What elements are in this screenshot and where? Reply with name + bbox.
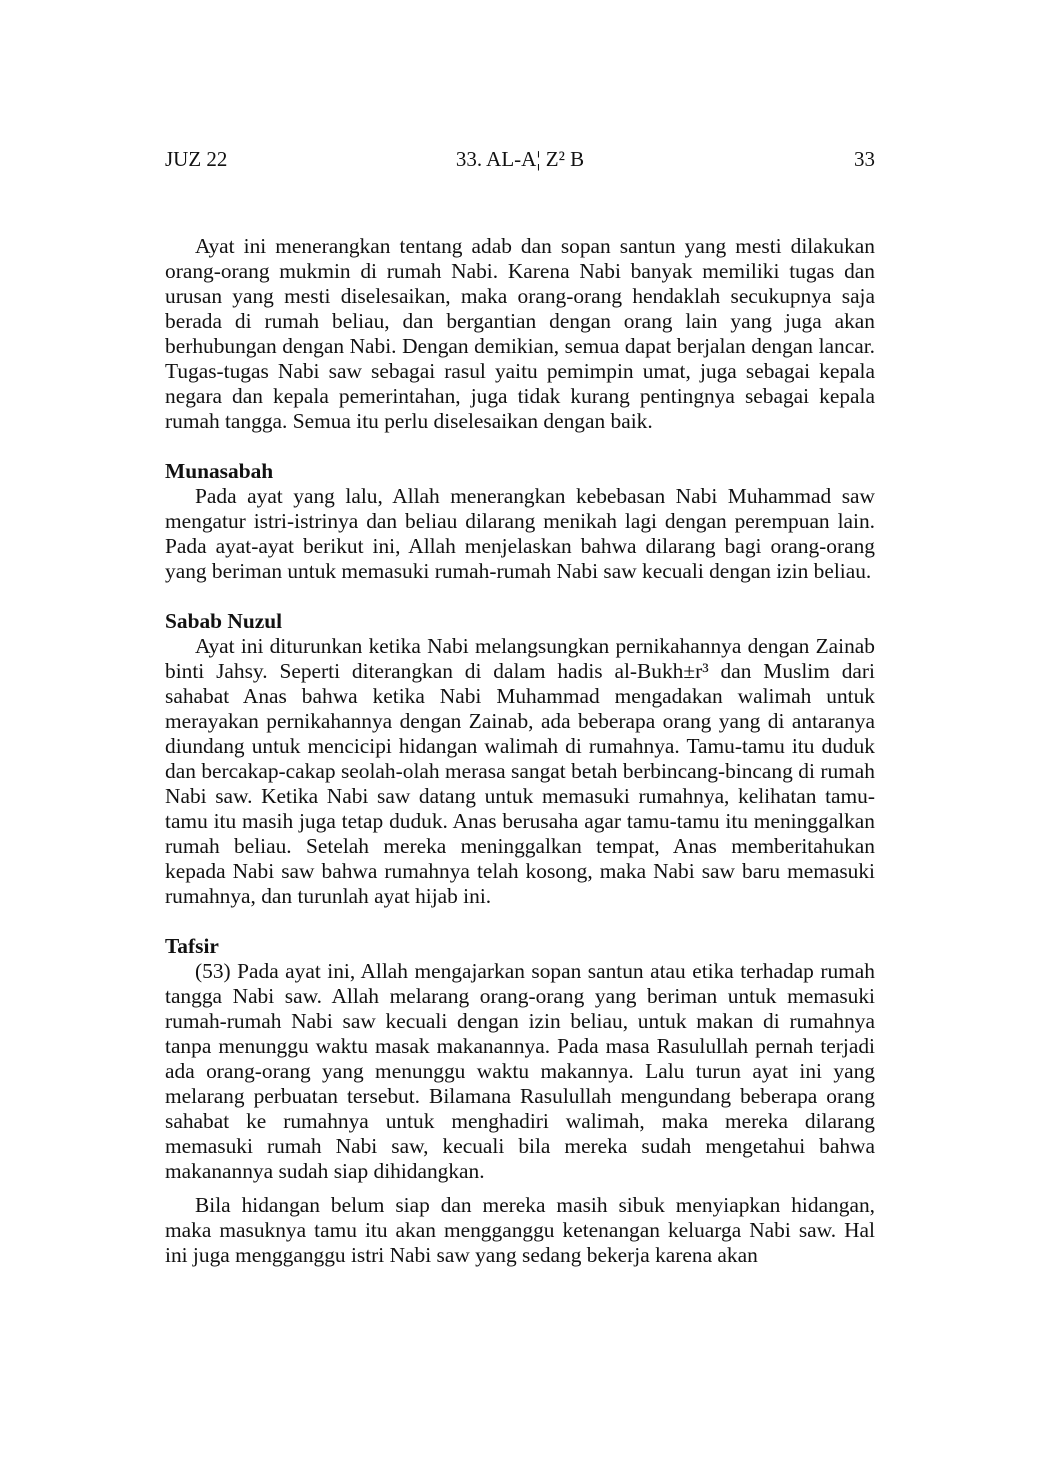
tafsir-paragraph-1: (53) Pada ayat ini, Allah mengajarkan sopan santun atau etika terhadap rumah tangga Nabi saw. Allah melarang orang-orang yang beriman untuk memasuki rumah-rumah Nabi saw kecuali dengan izin beliau, untuk makan di rumahnya tanpa menunggu waktu masak makanannya. Pada masa Rasulullah pernah terjadi ada orang-orang yang menunggu waktu makannya. Lalu turun ayat ini yang melarang perbuatan tersebut. Bilamana Rasulullah mengundang beberapa orang sahabat ke rumahnya untuk menghadiri walimah, maka mereka dilarang memasuki rumah Nabi saw, kecuali bila mereka sudah mengetahui bahwa makanannya sudah siap dihidangkan. bbox=[165, 959, 875, 1183]
sabab-nuzul-heading: Sabab Nuzul bbox=[165, 609, 283, 633]
running-header bbox=[165, 146, 875, 172]
tafsir-paragraph-2: Bila hidangan belum siap dan mereka masih sibuk menyiapkan hidangan, maka masuknya tamu itu akan mengganggu ketenangan keluarga Nabi saw. Hal ini juga mengganggu istri Nabi saw yang sedang bekerja karena akan bbox=[165, 1193, 875, 1267]
page-number: 33 bbox=[854, 147, 875, 171]
intro-paragraph: Ayat ini menerangkan tentang adab dan sopan santun yang mesti dilakukan orang-orang mukmin di rumah Nabi. Karena Nabi banyak memiliki tugas dan urusan yang mesti diselesaikan, maka orang-orang hendaklah secukupnya saja berada di rumah beliau, dan bergantian dengan orang lain yang juga akan berhubungan dengan Nabi. Dengan demikian, semua dapat berjalan dengan lancar. Tugas-tugas Nabi saw sebagai rasul yaitu pemimpin umat, juga sebagai kepala negara dan kepala pemerintahan, juga tidak kurang pentingnya sebagai kepala rumah tangga. Semua itu perlu diselesaikan dengan baik. bbox=[165, 234, 875, 433]
tafsir-heading: Tafsir bbox=[165, 934, 219, 958]
surah-title: 33. AL-A¦ Z² B bbox=[455, 147, 585, 171]
juz-label: JUZ 22 bbox=[165, 147, 228, 171]
sabab-nuzul-paragraph: Ayat ini diturunkan ketika Nabi melangsungkan pernikahannya dengan Zainab binti Jahsy. Seperti diterangkan di dalam hadis al-Bukh±r³ dan Muslim dari sahabat Anas bahwa ketika Nabi Muhammad mengadakan walimah untuk merayakan pernikahannya dengan Zainab, ada beberapa orang yang di antaranya diundang untuk mencicipi hidangan walimah di rumahnya. Tamu-tamu itu duduk dan bercakap-cakap seolah-olah merasa sangat betah berbincang-bincang di rumah Nabi saw. Ketika Nabi saw datang untuk memasuki rumahnya, kelihatan tamu-tamu itu masih juga tetap duduk. Anas berusaha agar tamu-tamu itu meninggalkan rumah beliau. Setelah mereka meninggalkan tempat, Anas memberitahukan kepada Nabi saw bahwa rumahnya telah kosong, maka Nabi saw baru memasuki rumahnya, dan turunlah ayat hijab ini. bbox=[165, 634, 875, 908]
munasabah-heading: Munasabah bbox=[165, 459, 274, 483]
munasabah-paragraph: Pada ayat yang lalu, Allah menerangkan kebebasan Nabi Muhammad saw mengatur istri-istrinya dan beliau dilarang menikah lagi dengan perempuan lain. Pada ayat-ayat berikut ini, Allah menjelaskan bahwa dilarang bagi orang-orang yang beriman untuk memasuki rumah-rumah Nabi saw kecuali dengan izin beliau. bbox=[165, 484, 875, 583]
page-body bbox=[165, 234, 875, 1268]
